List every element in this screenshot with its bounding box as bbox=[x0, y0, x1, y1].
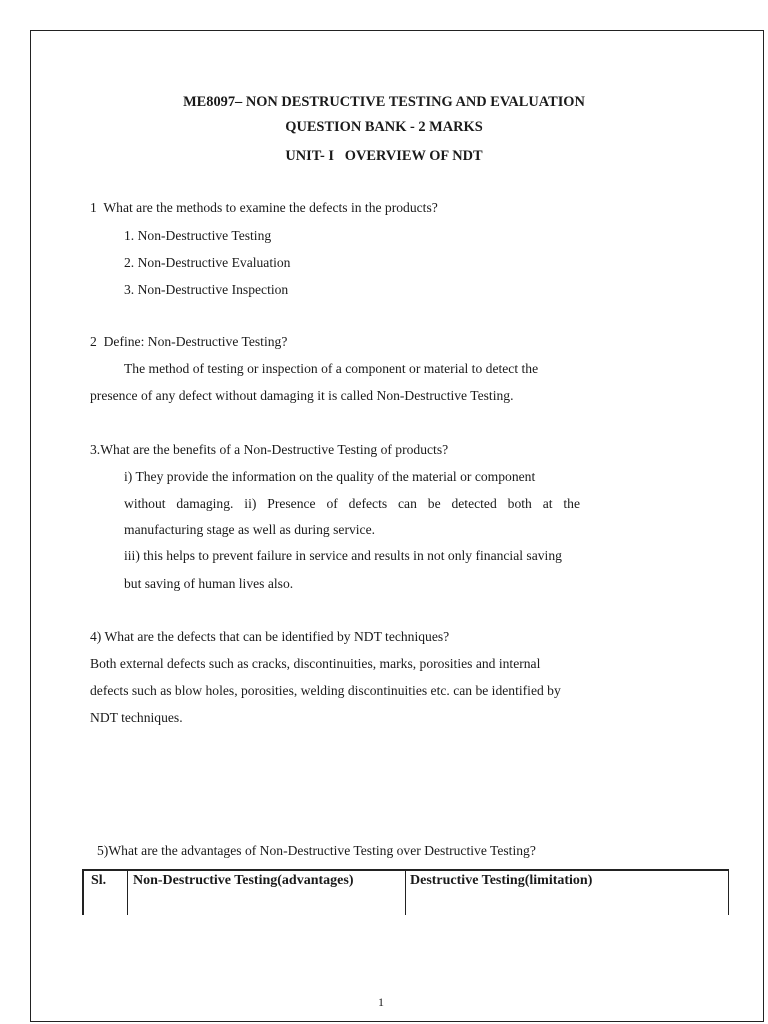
unit-title: UNIT- I OVERVIEW OF NDT bbox=[285, 148, 483, 164]
answer-line: presence of any defect without damaging it is called Non-Destructive Testing. bbox=[90, 388, 514, 403]
table-border bbox=[82, 869, 84, 915]
table-border bbox=[127, 869, 128, 915]
question-3: 3.What are the benefits of a Non-Destructive Testing of products? bbox=[90, 442, 449, 457]
course-title: ME8097– NON DESTRUCTIVE TESTING AND EVALUATION bbox=[183, 94, 585, 110]
answer-line: 3. Non-Destructive Inspection bbox=[124, 282, 289, 297]
answer-line: i) They provide the information on the quality of the material or component bbox=[124, 469, 536, 484]
page-number: 1 bbox=[378, 995, 384, 1009]
table-border bbox=[405, 869, 406, 915]
question-2: 2 Define: Non-Destructive Testing? bbox=[90, 334, 288, 349]
question-1: 1 What are the methods to examine the defects in the products? bbox=[90, 200, 438, 215]
answer-line: without damaging. ii) Presence of defects can be detected both at the bbox=[124, 496, 580, 511]
answer-line: but saving of human lives also. bbox=[124, 576, 294, 591]
answer-line: iii) this helps to prevent failure in service and results in not only financial saving bbox=[124, 548, 562, 563]
answer-line: defects such as blow holes, porosities, welding discontinuities etc. can be identified by bbox=[90, 683, 561, 698]
bank-title: QUESTION BANK - 2 MARKS bbox=[285, 119, 483, 135]
question-4: 4) What are the defects that can be identified by NDT techniques? bbox=[90, 629, 450, 644]
answer-line: 2. Non-Destructive Evaluation bbox=[124, 255, 291, 270]
table-border bbox=[728, 869, 729, 915]
answer-line: 1. Non-Destructive Testing bbox=[124, 228, 272, 243]
table-header-ndt: Non-Destructive Testing(advantages) bbox=[133, 873, 354, 888]
answer-line: NDT techniques. bbox=[90, 710, 183, 725]
table-header-dt: Destructive Testing(limitation) bbox=[410, 873, 593, 888]
question-5: 5)What are the advantages of Non-Destructive Testing over Destructive Testing? bbox=[97, 843, 536, 858]
answer-line: manufacturing stage as well as during service. bbox=[124, 522, 376, 537]
answer-line: The method of testing or inspection of a component or material to detect the bbox=[124, 361, 539, 376]
table-header-sl: Sl. bbox=[91, 873, 107, 888]
answer-line: Both external defects such as cracks, discontinuities, marks, porosities and internal bbox=[90, 656, 541, 671]
